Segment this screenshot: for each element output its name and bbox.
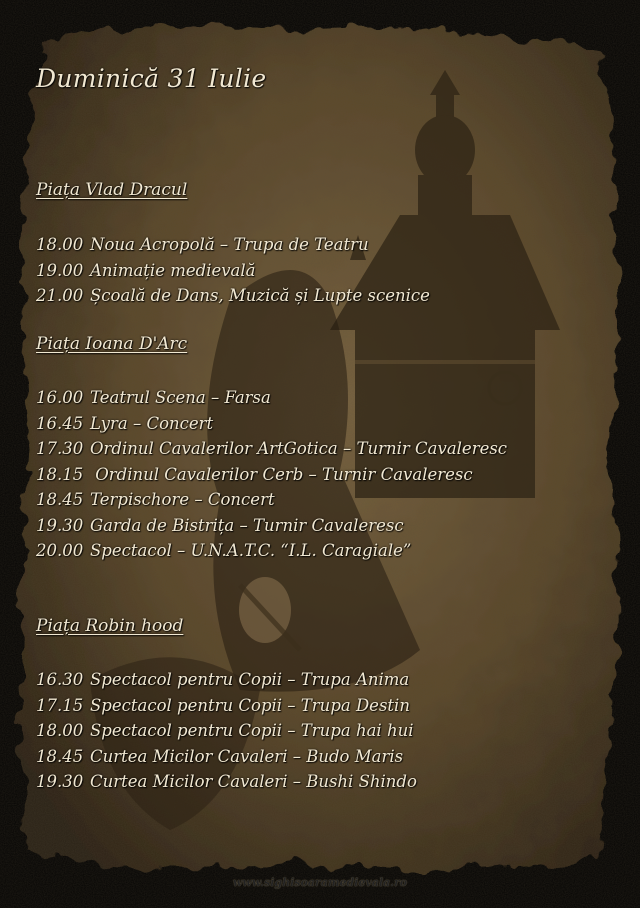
event-title: Ordinul Cavalerilor Cerb – Turnir Cavaleresc (90, 464, 473, 484)
section-title-robin-hood: Piața Robin hood (36, 616, 184, 636)
event-row (36, 258, 430, 284)
event-row (36, 436, 507, 462)
event-time: 17.30 (36, 439, 84, 458)
event-row (36, 232, 430, 258)
event-row (36, 513, 507, 539)
event-time: 19.00 (36, 260, 84, 280)
event-time: 18.00 (36, 235, 84, 254)
event-title: Școală de Dans, Muzică și Lupte scenice (90, 286, 430, 305)
event-row (36, 718, 417, 744)
event-list-vlad-dracul (36, 232, 430, 309)
event-row (36, 385, 507, 411)
event-title: Curtea Micilor Cavaleri – Bushi Shindo (90, 772, 417, 791)
event-title: Spectacol – U.N.A.T.C. “I.L. Caragiale” (90, 541, 412, 560)
event-title: Terpischore – Concert (90, 490, 275, 509)
event-row (36, 744, 417, 770)
event-title: Animație medievală (90, 260, 256, 280)
event-time: 19.30 (36, 515, 84, 535)
event-row (36, 667, 417, 693)
event-time: 18.45 (36, 746, 84, 766)
event-title: Spectacol pentru Copii – Trupa hai hui (90, 721, 414, 740)
event-time: 18.45 (36, 490, 84, 509)
event-list-ioana-darc (36, 385, 507, 564)
event-row (36, 769, 417, 795)
event-time: 21.00 (36, 286, 84, 305)
event-row (36, 487, 507, 513)
event-row (36, 283, 430, 309)
event-time: 18.15 (36, 464, 84, 484)
event-time: 16.45 (36, 413, 84, 433)
event-title: Spectacol pentru Copii – Trupa Destin (90, 695, 410, 715)
event-row (36, 693, 417, 719)
event-time: 19.30 (36, 772, 84, 791)
event-time: 16.30 (36, 670, 84, 689)
event-title: Garda de Bistrița – Turnir Cavaleresc (90, 515, 404, 535)
event-row (36, 538, 507, 564)
event-list-robin-hood (36, 667, 417, 795)
event-title: Noua Acropolă – Trupa de Teatru (90, 235, 369, 254)
event-row (36, 462, 507, 488)
page-title: Duminică 31 Iulie (36, 64, 267, 93)
section-title-vlad-dracul: Piața Vlad Dracul (36, 180, 188, 200)
event-title: Lyra – Concert (90, 413, 214, 433)
website-footer: www.sighisoaramedievala.ro (232, 876, 408, 889)
event-row (36, 411, 507, 437)
event-title: Curtea Micilor Cavaleri – Budo Maris (90, 746, 404, 766)
event-time: 18.00 (36, 721, 84, 740)
event-title: Teatrul Scena – Farsa (90, 388, 271, 407)
event-title: Ordinul Cavalerilor ArtGotica – Turnir Cavaleresc (90, 439, 508, 458)
event-time: 17.15 (36, 695, 84, 715)
event-title: Spectacol pentru Copii – Trupa Anima (90, 670, 410, 689)
event-time: 16.00 (36, 388, 84, 407)
event-time: 20.00 (36, 541, 84, 560)
section-title-ioana-darc: Piața Ioana D'Arc (36, 334, 188, 354)
